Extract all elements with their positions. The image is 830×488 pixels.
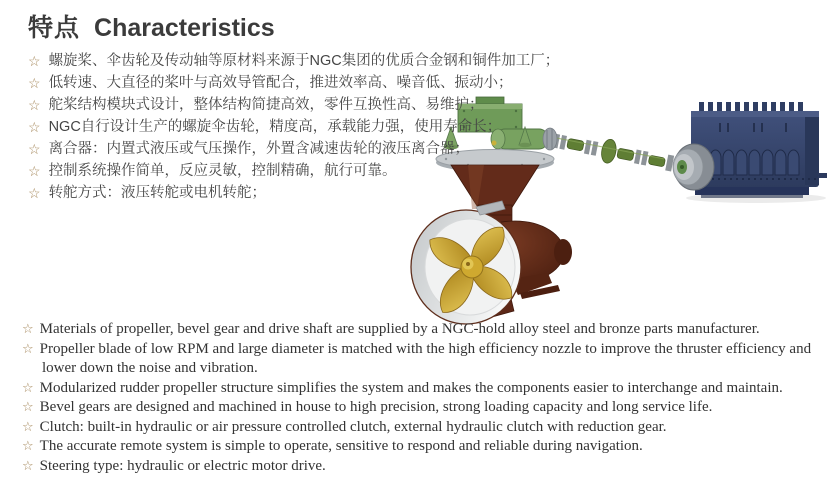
features-list-zh — [28, 50, 559, 204]
star-bullet-icon: ☆ — [28, 97, 41, 113]
feature-item-zh — [28, 116, 559, 138]
feature-text-zh: 转舵方式：液压转舵或电机转舵； — [48, 185, 267, 201]
feature-text-zh: 控制系统操作简单，反应灵敏，控制精确，航行可靠。 — [48, 163, 397, 179]
feature-item-zh — [28, 182, 559, 204]
star-bullet-icon: ☆ — [22, 458, 34, 474]
star-bullet-icon: ☆ — [28, 53, 41, 69]
feature-text-zh: 螺旋桨、伞齿轮及传动轴等原材料来源于NGC集团的优质合金钢和铜件加工厂； — [48, 53, 560, 69]
feature-item-en — [22, 418, 817, 438]
star-bullet-icon: ☆ — [22, 380, 34, 396]
feature-text-en: Modularized rudder propeller structure simplifies the system and makes the components easier to interchange and maintain. — [39, 379, 783, 396]
feature-text-zh: 低转速、大直径的桨叶与高效导管配合，推进效率高、噪音低、振动小； — [48, 75, 513, 91]
star-bullet-icon: ☆ — [28, 119, 41, 135]
feature-item-en — [22, 398, 817, 418]
features-list-en — [22, 320, 817, 476]
feature-text-en: The accurate remote system is simple to operate, sensitive to respond and reliable during navigation. — [39, 438, 643, 454]
feature-item-zh — [28, 94, 559, 116]
feature-text-en: Bevel gears are designed and machined in house to high precision, strong loading capacity and long service life. — [39, 399, 713, 415]
page-title — [28, 8, 275, 44]
feature-text-en: Clutch: built-in hydraulic or air pressure controlled clutch, external hydraulic clutch with reduction gear. — [39, 418, 667, 435]
feature-text-en: Materials of propeller, bevel gear and drive shaft are supplied by a NGC-hold alloy steel and bronze parts manufacturer. — [39, 321, 760, 337]
feature-item-en — [22, 320, 817, 340]
feature-item-zh — [28, 50, 559, 72]
star-bullet-icon: ☆ — [22, 341, 34, 357]
feature-item-en — [22, 437, 817, 457]
feature-text-en: Steering type: hydraulic or electric motor drive. — [39, 457, 326, 474]
feature-item-zh — [28, 138, 559, 160]
star-bullet-icon: ☆ — [28, 141, 41, 157]
star-bullet-icon: ☆ — [22, 322, 34, 337]
star-bullet-icon: ☆ — [22, 400, 34, 415]
star-bullet-icon: ☆ — [28, 75, 41, 91]
star-bullet-icon: ☆ — [28, 163, 41, 179]
feature-text-en: Propeller blade of low RPM and large diameter is matched with the high efficiency nozzle to improve the thruster efficiency and lower down the noise and vibration. — [39, 340, 812, 376]
feature-text-zh: 离合器：内置式液压或气压操作，外置含减速齿轮的液压离合器； — [48, 141, 470, 157]
star-bullet-icon: ☆ — [22, 439, 34, 454]
engine-block — [691, 102, 827, 198]
feature-text-zh: 舵桨结构模块式设计，整体结构简捷高效，零件互换性高、易维护； — [48, 97, 484, 113]
flywheel-coupling — [673, 144, 714, 190]
star-bullet-icon: ☆ — [22, 419, 34, 435]
feature-item-en — [22, 379, 817, 399]
feature-item-zh — [28, 160, 559, 182]
star-bullet-icon: ☆ — [28, 185, 41, 201]
feature-text-zh: NGC自行设计生产的螺旋伞齿轮，精度高，承载能力强，使用寿命长； — [48, 119, 502, 135]
feature-item-en — [22, 457, 817, 477]
feature-item-en — [22, 340, 817, 379]
page-title-zh: 特点 — [28, 14, 81, 42]
feature-item-zh — [28, 72, 559, 94]
page-title-en: Characteristics — [94, 14, 275, 42]
